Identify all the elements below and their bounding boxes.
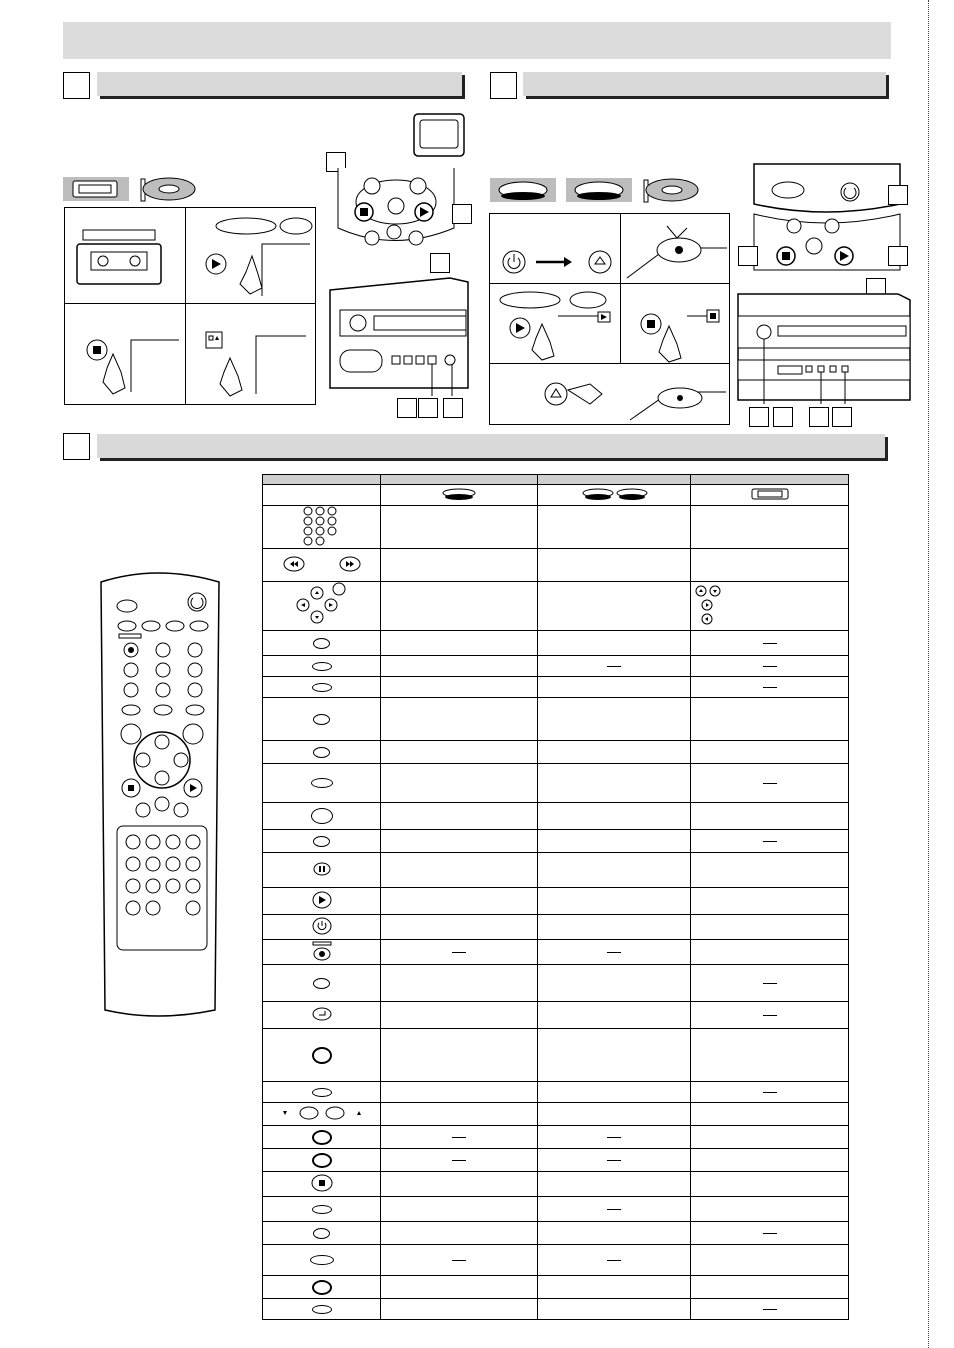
vcr-step-eject: [185, 303, 316, 405]
videocassette-icon: [77, 230, 167, 290]
dvd-step-play: [489, 283, 622, 365]
table-row: [263, 631, 849, 656]
tv-icon: [414, 114, 466, 160]
power-icon: [311, 917, 333, 935]
callout-box: [773, 407, 793, 427]
dvd-step-load: [620, 213, 730, 285]
power-icon: [500, 244, 614, 280]
stop-icon: [83, 332, 183, 402]
table-media-row: [263, 485, 849, 506]
table-row: [263, 1149, 849, 1172]
play-icon: [496, 290, 620, 362]
remote-control: [97, 570, 227, 1020]
table-header-row: [263, 475, 849, 485]
table-row: [263, 1082, 849, 1103]
dvd-media-icons: [490, 176, 700, 206]
play-icon: [192, 216, 312, 301]
table-row: [263, 830, 849, 853]
callout-box: [430, 253, 450, 273]
pause-icon: [312, 862, 332, 876]
cut-line: [928, 0, 929, 1348]
callout-box: [809, 407, 829, 427]
table-row: [263, 1103, 849, 1126]
table-row: [263, 764, 849, 803]
table-row: [263, 1299, 849, 1320]
table-row: [263, 1172, 849, 1197]
dvd-front-panel: [738, 290, 912, 404]
section-c-marker: [63, 433, 90, 460]
vcr-step-play: [185, 207, 316, 305]
number-keys-icon: [300, 506, 344, 546]
vcr-step-stop: [64, 303, 187, 405]
table-row: [263, 803, 849, 830]
dvd-step-power: [489, 213, 622, 285]
table-row: [263, 506, 849, 549]
table-row: [263, 1002, 849, 1029]
table-row: [263, 1222, 849, 1245]
table-row: [263, 656, 849, 677]
rewind-forward-icon: [282, 554, 362, 574]
eject-icon: [530, 372, 726, 424]
callout-box: [443, 398, 463, 418]
skip-icons: [277, 1106, 367, 1120]
table-row: [263, 965, 849, 1002]
table-row: [263, 888, 849, 915]
table-row: [263, 853, 849, 888]
callout-box: [452, 204, 472, 224]
vcr-media-icons: [63, 175, 203, 205]
callout-box: [418, 398, 438, 418]
page-header-bar: [63, 22, 891, 59]
table-row: [263, 1029, 849, 1082]
section-a-header: [97, 72, 462, 96]
callout-box: [749, 407, 769, 427]
stop-icon: [631, 300, 727, 362]
table-row: [263, 940, 849, 965]
eject-icon: [206, 328, 316, 400]
table-row: [263, 741, 849, 764]
table-row: [263, 549, 849, 582]
vcr-front-panel: [330, 278, 470, 396]
section-b-header: [523, 72, 886, 96]
callout-box: [832, 407, 852, 427]
table-row: [263, 1197, 849, 1222]
play-icon: [311, 891, 333, 909]
section-c-header: [97, 434, 885, 458]
section-a-marker: [63, 72, 90, 99]
button-reference-table: [262, 474, 849, 1320]
table-row: [263, 915, 849, 940]
dvd-step-stop: [620, 283, 730, 365]
arrow-keys-icon: [287, 583, 357, 627]
videocassette-icon: [748, 487, 792, 501]
dvd-top-panel: [740, 160, 912, 276]
table-row: [263, 1276, 849, 1299]
disc-icon: [574, 487, 654, 501]
dvd-step-eject: [489, 363, 730, 425]
return-icon: [311, 1006, 333, 1022]
table-row: [263, 677, 849, 698]
disc-tray-icon: [627, 218, 727, 282]
table-row: [263, 698, 849, 741]
arrow-keys-icon: [691, 583, 731, 627]
stop-icon: [310, 1174, 334, 1192]
table-row: [263, 1245, 849, 1276]
table-row: [263, 1126, 849, 1149]
disc-icon: [429, 487, 489, 501]
remote-pad-vcr: [334, 168, 464, 250]
callout-box: [397, 398, 417, 418]
callout-box: [888, 246, 908, 266]
section-b-marker: [490, 72, 517, 99]
record-icon: [307, 941, 337, 961]
callout-box: [888, 185, 908, 205]
vcr-step-insert: [64, 207, 187, 305]
callout-box: [738, 246, 758, 266]
table-row: [263, 582, 849, 631]
